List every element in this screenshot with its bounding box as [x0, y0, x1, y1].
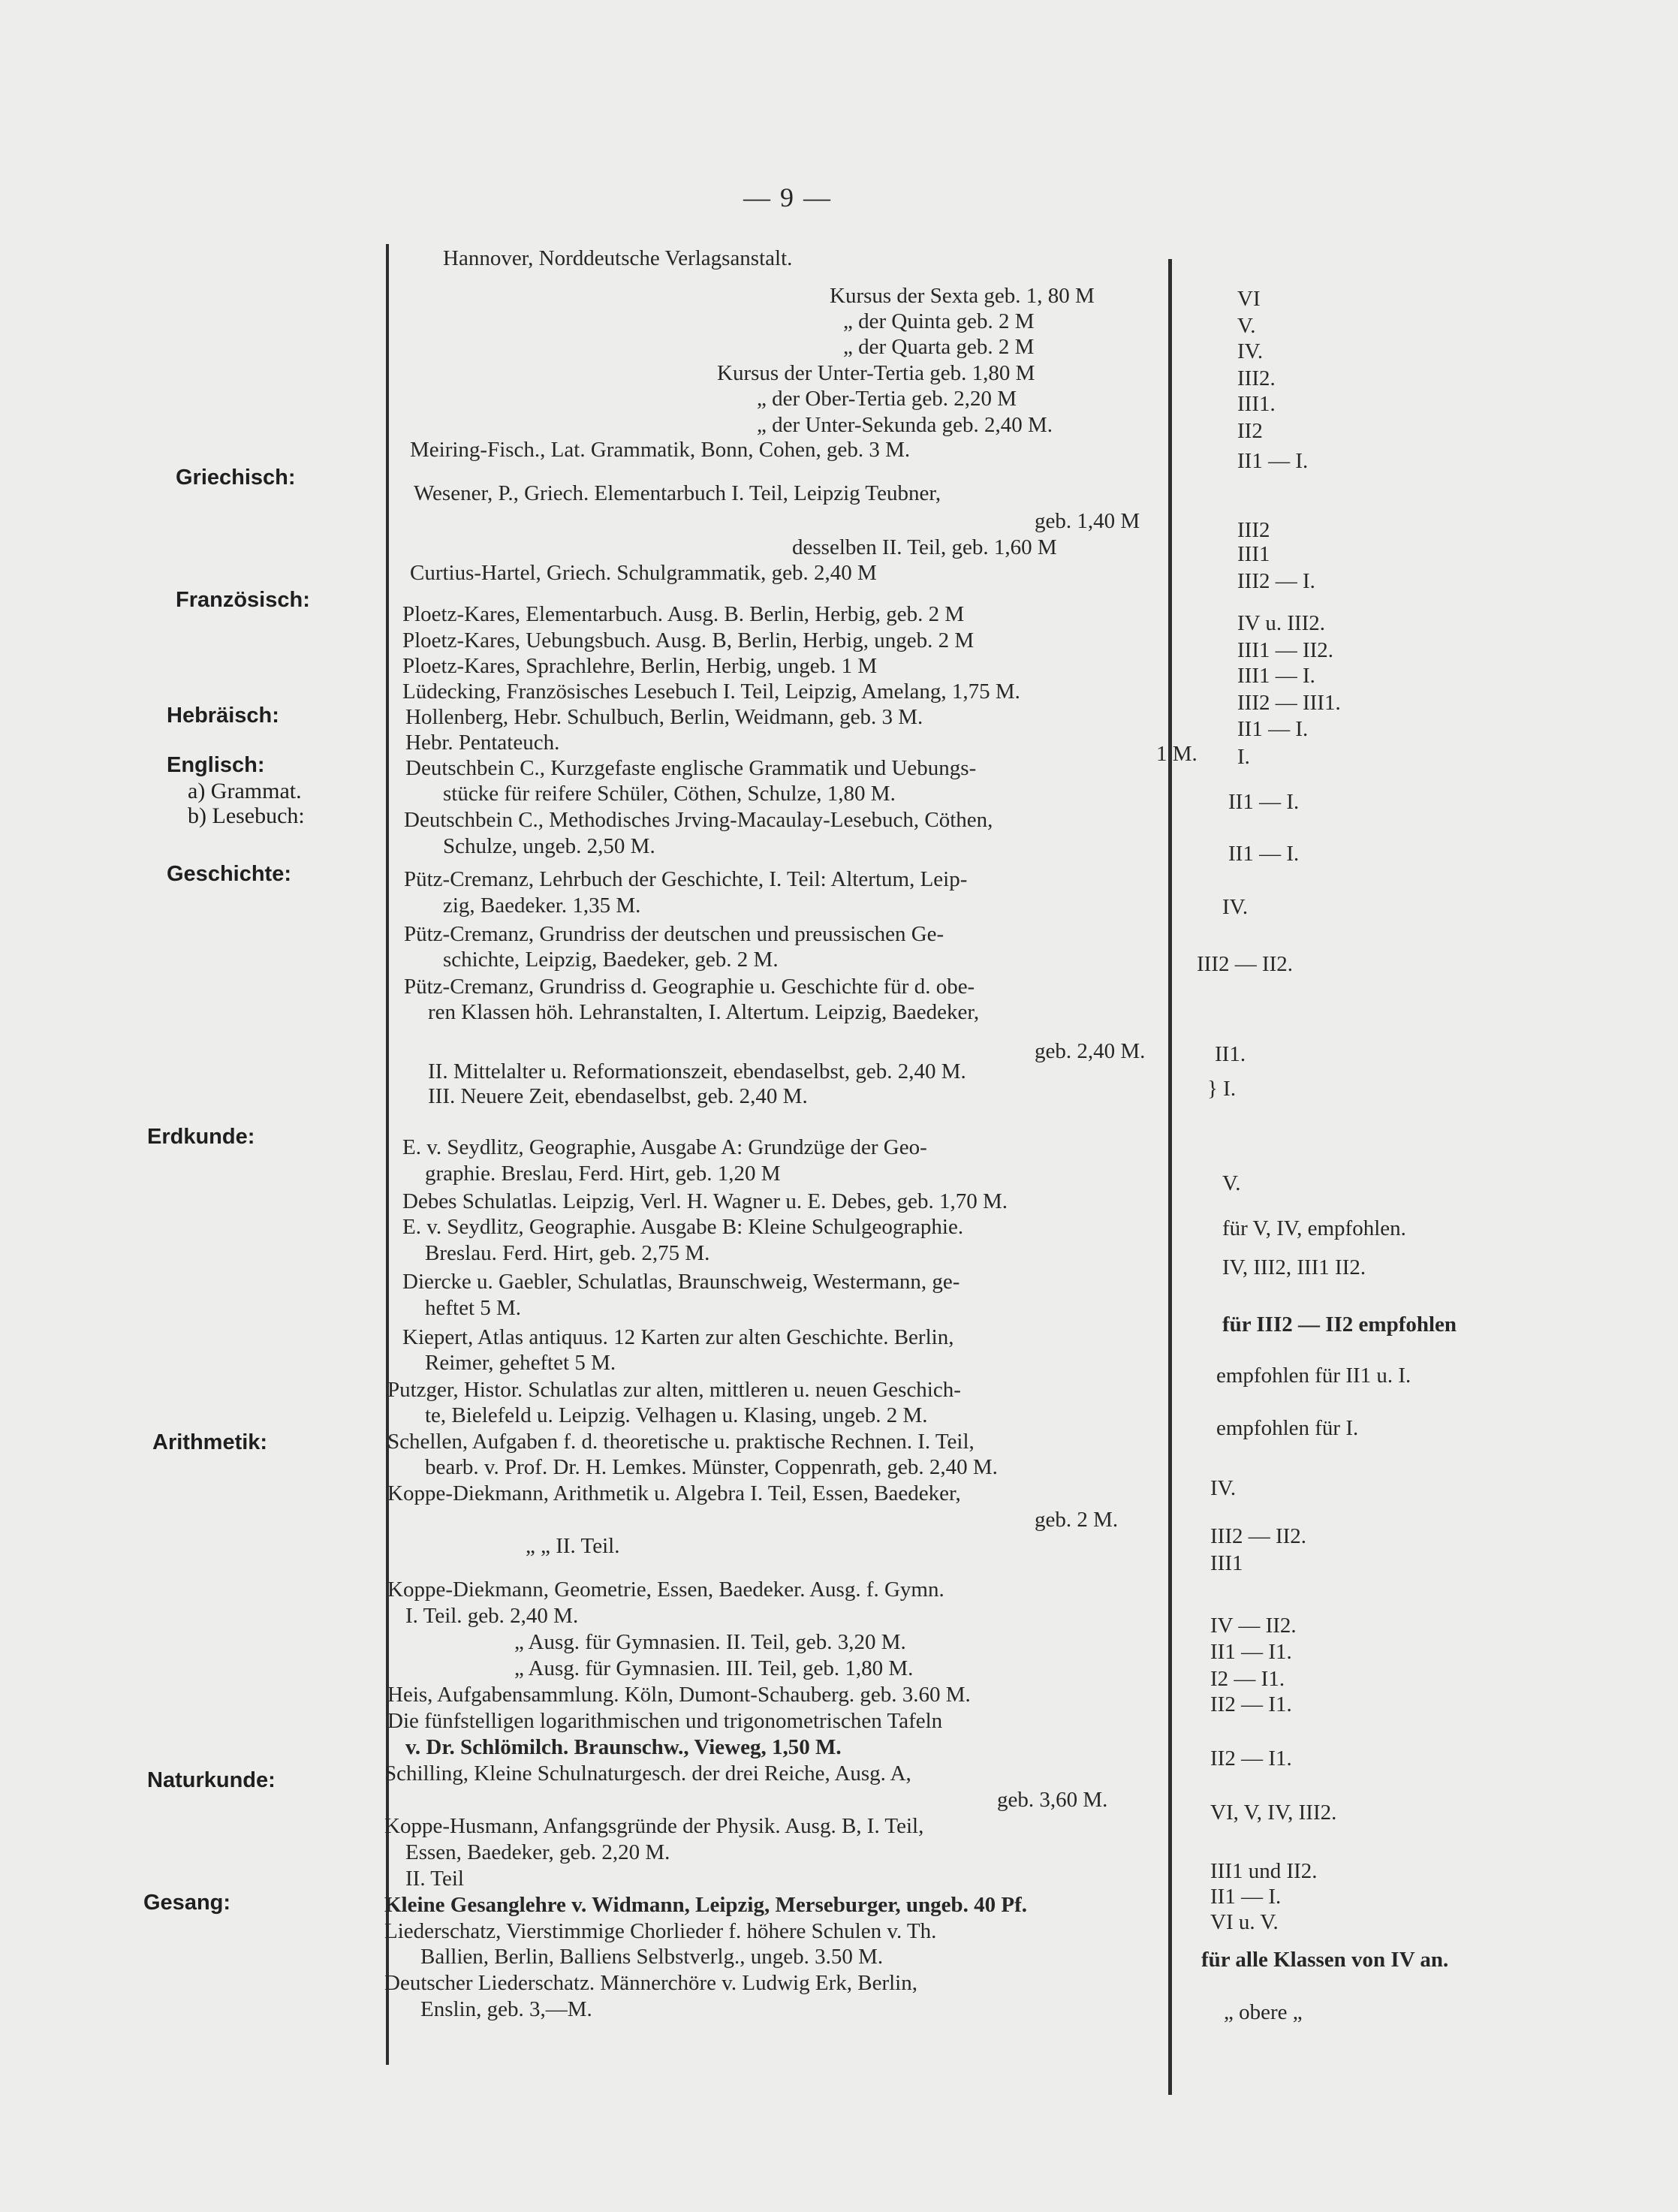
book-line: Pütz-Cremanz, Grundriss d. Geographie u. Geschichte für d. obe-	[404, 975, 975, 999]
grade-entry: III2.	[1237, 366, 1276, 390]
grade-entry: III2 — II2.	[1210, 1524, 1307, 1548]
subject-hebraeisch: Hebräisch:	[167, 704, 279, 728]
book-line: 1 M.	[1156, 742, 1197, 766]
book-line: Meiring-Fisch., Lat. Grammatik, Bonn, Cohen, geb. 3 M.	[410, 438, 911, 462]
grade-entry: III1.	[1237, 392, 1276, 416]
subject-erdkunde: Erdkunde:	[147, 1125, 255, 1149]
book-line: Kursus der Sexta geb. 1, 80 M	[830, 284, 1095, 308]
book-line: te, Bielefeld u. Leipzig. Velhagen u. Klasing, ungeb. 2 M.	[425, 1403, 928, 1427]
book-line: Essen, Baedeker, geb. 2,20 M.	[405, 1840, 670, 1864]
grade-entry: I.	[1237, 745, 1250, 769]
grade-entry: II1 — I.	[1210, 1885, 1282, 1909]
grade-entry: III2 — I.	[1237, 569, 1315, 593]
grade-entry: I2 — I1.	[1210, 1667, 1285, 1691]
grade-entry: IV.	[1237, 339, 1264, 363]
subject-naturkunde: Naturkunde:	[147, 1768, 276, 1792]
grade-entry: für V, IV, empfohlen.	[1222, 1216, 1406, 1240]
book-line: I. Teil. geb. 2,40 M.	[405, 1604, 579, 1628]
grade-entry: IV.	[1210, 1476, 1237, 1500]
grade-entry: II1 — I.	[1228, 842, 1300, 866]
page-number: — 9 —	[743, 182, 832, 212]
grade-entry: III2 — III1.	[1237, 691, 1341, 715]
grade-entry: IV — II2.	[1210, 1614, 1297, 1638]
grade-entry: IV, III2, III1 II2.	[1222, 1255, 1366, 1279]
book-line: graphie. Breslau, Ferd. Hirt, geb. 1,20 M	[425, 1162, 781, 1186]
book-line: „ der Quinta geb. 2 M	[843, 309, 1035, 333]
subject-englisch-grammatik: a) Grammat.	[188, 779, 302, 803]
book-line: Kleine Gesanglehre v. Widmann, Leipzig, Merseburger, ungeb. 40 Pf.	[384, 1893, 1028, 1917]
grade-entry: „ obere „	[1224, 2000, 1303, 2024]
subject-griechisch: Griechisch:	[176, 466, 296, 490]
book-line: Breslau. Ferd. Hirt, geb. 2,75 M.	[425, 1241, 710, 1265]
book-line: E. v. Seydlitz, Geographie, Ausgabe A: Grundzüge der Geo-	[402, 1135, 927, 1159]
book-line: Debes Schulatlas. Leipzig, Verl. H. Wagner u. E. Debes, geb. 1,70 M.	[402, 1189, 1008, 1213]
grade-entry: V.	[1237, 314, 1256, 338]
book-line: II. Teil	[405, 1867, 464, 1891]
book-line: Wesener, P., Griech. Elementarbuch I. Teil, Leipzig Teubner,	[414, 481, 941, 505]
book-line: Koppe-Diekmann, Arithmetik u. Algebra I. Teil, Essen, Baedeker,	[387, 1481, 961, 1505]
grade-entry: III1 und II2.	[1210, 1859, 1318, 1883]
grade-entry: für alle Klassen von IV an.	[1201, 1948, 1449, 1972]
book-line: Ballien, Berlin, Balliens Selbstverlg., ungeb. 3.50 M.	[420, 1945, 884, 1969]
subject-franzoesisch: Französisch:	[176, 588, 310, 612]
book-line: Liederschatz, Vierstimmige Chorlieder f. höhere Schulen v. Th.	[384, 1919, 937, 1943]
grade-entry: II1 — I1.	[1210, 1640, 1292, 1664]
grade-entry: für III2 — II2 empfohlen	[1222, 1312, 1457, 1337]
book-line: Koppe-Husmann, Anfangsgründe der Physik. Ausg. B, I. Teil,	[384, 1814, 924, 1838]
book-line: Pütz-Cremanz, Grundriss der deutschen und preussischen Ge-	[404, 922, 944, 946]
grade-entry: empfohlen für II1 u. I.	[1216, 1364, 1411, 1388]
book-line: Kursus der Unter-Tertia geb. 1,80 M	[717, 361, 1035, 385]
book-line: Koppe-Diekmann, Geometrie, Essen, Baedeker. Ausg. f. Gymn.	[387, 1578, 944, 1602]
book-line: Ploetz-Kares, Sprachlehre, Berlin, Herbig, ungeb. 1 M	[402, 654, 878, 678]
grade-entry: III2 — II2.	[1197, 952, 1294, 976]
book-line: Ploetz-Kares, Elementarbuch. Ausg. B. Berlin, Herbig, geb. 2 M	[402, 602, 965, 626]
book-line: desselben II. Teil, geb. 1,60 M	[792, 535, 1057, 559]
book-line: III. Neuere Zeit, ebendaselbst, geb. 2,40 M.	[428, 1084, 808, 1108]
grade-entry: IV u. III2.	[1237, 611, 1326, 635]
grade-entry: II1 — I.	[1237, 449, 1309, 473]
grade-entry: II2 — I1.	[1210, 1692, 1292, 1716]
book-line: „ Ausg. für Gymnasien. II. Teil, geb. 3,20 M.	[514, 1630, 906, 1654]
book-line: Ploetz-Kares, Uebungsbuch. Ausg. B, Berlin, Herbig, ungeb. 2 M	[402, 628, 975, 652]
grade-entry: II2 — I1.	[1210, 1746, 1292, 1771]
book-line: Schellen, Aufgaben f. d. theoretische u. praktische Rechnen. I. Teil,	[387, 1430, 975, 1454]
grade-entry: III1 — II2.	[1237, 638, 1334, 662]
grade-entry: V.	[1222, 1171, 1241, 1195]
book-line: Schilling, Kleine Schulnaturgesch. der drei Reiche, Ausg. A,	[384, 1761, 911, 1786]
book-line: v. Dr. Schlömilch. Braunschw., Vieweg, 1,50 M.	[405, 1735, 842, 1759]
book-line: bearb. v. Prof. Dr. H. Lemkes. Münster, Coppenrath, geb. 2,40 M.	[425, 1455, 998, 1479]
book-line: II. Mittelalter u. Reformationszeit, ebendaselbst, geb. 2,40 M.	[428, 1059, 966, 1083]
book-line: geb. 2 M.	[1035, 1508, 1119, 1532]
grade-entry: empfohlen für I.	[1216, 1416, 1359, 1440]
left-column-rule	[386, 244, 389, 2065]
subject-arithmetik: Arithmetik:	[152, 1430, 268, 1454]
book-line: Kiepert, Atlas antiquus. 12 Karten zur alten Geschichte. Berlin,	[402, 1325, 954, 1349]
book-line: „ der Quarta geb. 2 M	[843, 335, 1035, 359]
book-line: E. v. Seydlitz, Geographie. Ausgabe B: Kleine Schulgeographie.	[402, 1215, 964, 1239]
book-line: geb. 1,40 M	[1035, 509, 1140, 533]
book-line: Deutschbein C., Kurzgefaste englische Grammatik und Uebungs-	[405, 756, 977, 780]
grade-entry: IV.	[1222, 895, 1249, 919]
grade-entry: II2	[1237, 419, 1263, 443]
grade-entry: VI	[1237, 287, 1261, 311]
book-line: Die fünfstelligen logarithmischen und trigonometrischen Tafeln	[387, 1709, 943, 1733]
grade-entry: II1 — I.	[1228, 790, 1300, 814]
subject-englisch: Englisch:	[167, 753, 265, 777]
book-line: Reimer, geheftet 5 M.	[425, 1351, 616, 1375]
right-column-rule	[1168, 259, 1172, 2095]
subject-englisch-lesebuch: b) Lesebuch:	[188, 803, 305, 828]
book-line: schichte, Leipzig, Baedeker, geb. 2 M.	[443, 948, 779, 972]
book-line: Lüdecking, Französisches Lesebuch I. Teil, Leipzig, Amelang, 1,75 M.	[402, 680, 1020, 704]
book-line: Schulze, ungeb. 2,50 M.	[443, 834, 655, 858]
book-line: stücke für reifere Schüler, Cöthen, Schulze, 1,80 M.	[443, 782, 896, 806]
grade-entry: II1 — I.	[1237, 717, 1309, 741]
grade-entry: III1	[1210, 1551, 1243, 1575]
book-line: „ Ausg. für Gymnasien. III. Teil, geb. 1,80 M.	[514, 1656, 914, 1680]
book-line: „ der Ober-Tertia geb. 2,20 M	[757, 387, 1017, 411]
book-line: „ der Unter-Sekunda geb. 2,40 M.	[757, 413, 1053, 437]
grade-entry: III1 — I.	[1237, 664, 1315, 688]
grade-entry: II1.	[1215, 1042, 1246, 1066]
book-line: geb. 3,60 M.	[997, 1788, 1108, 1812]
book-line: zig, Baedeker. 1,35 M.	[443, 894, 641, 918]
grade-entry: } I.	[1207, 1077, 1237, 1101]
book-line: geb. 2,40 M.	[1035, 1039, 1146, 1063]
book-line: Enslin, geb. 3,—M.	[420, 1997, 592, 2021]
book-line: heftet 5 M.	[425, 1296, 522, 1320]
book-line: „ „ II. Teil.	[526, 1534, 620, 1558]
book-line: Deutschbein C., Methodisches Jrving-Macaulay-Lesebuch, Cöthen,	[404, 808, 993, 832]
book-line: Putzger, Histor. Schulatlas zur alten, mittleren u. neuen Geschich-	[387, 1378, 961, 1402]
grade-entry: III1	[1237, 542, 1270, 566]
book-line: Curtius-Hartel, Griech. Schulgrammatik, geb. 2,40 M	[410, 561, 877, 585]
book-line: Hebr. Pentateuch.	[405, 731, 560, 755]
book-line: Deutscher Liederschatz. Männerchöre v. Ludwig Erk, Berlin,	[384, 1971, 917, 1995]
grade-entry: VI, V, IV, III2.	[1210, 1801, 1337, 1825]
subject-geschichte: Geschichte:	[167, 862, 291, 886]
book-line: Diercke u. Gaebler, Schulatlas, Braunschweig, Westermann, ge-	[402, 1270, 960, 1294]
book-line: Heis, Aufgabensammlung. Köln, Dumont-Schauberg. geb. 3.60 M.	[387, 1683, 971, 1707]
book-line: Pütz-Cremanz, Lehrbuch der Geschichte, I. Teil: Altertum, Leip-	[404, 867, 968, 891]
book-line: Hollenberg, Hebr. Schulbuch, Berlin, Weidmann, geb. 3 M.	[405, 705, 923, 729]
grade-entry: VI u. V.	[1210, 1910, 1279, 1934]
book-line: ren Klassen höh. Lehranstalten, I. Altertum. Leipzig, Baedeker,	[428, 1000, 980, 1024]
grade-entry: III2	[1237, 518, 1270, 542]
book-line: Hannover, Norddeutsche Verlagsanstalt.	[443, 246, 793, 270]
subject-gesang: Gesang:	[143, 1891, 231, 1915]
